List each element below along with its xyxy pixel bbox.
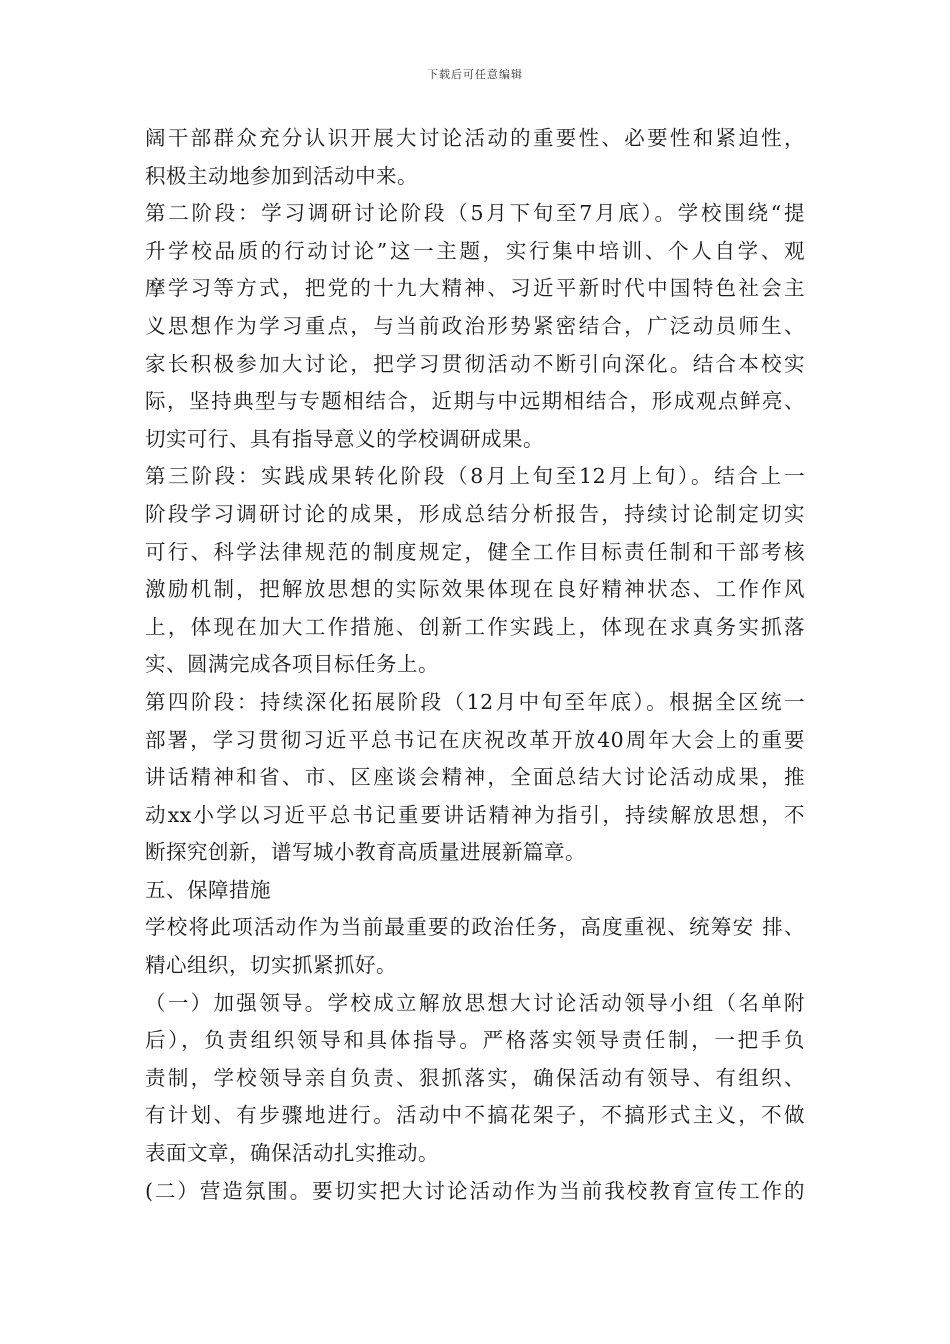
text-line: 部署，学习贯彻习近平总书记在庆祝改革开放40周年大会上的重要 — [145, 727, 805, 752]
text-line: 动xx小学以习近平总书记重要讲话精神为指引，持续解放思想，不 — [145, 802, 805, 827]
text-line: 后），负责组织领导和具体指导。严格落实领导责任制，一把手负 — [145, 1028, 805, 1053]
text-line: 升学校品质的行动讨论”这一主题，实行集中培训、个人自学、观 — [145, 238, 805, 263]
text-line: 表面文章，确保活动扎实推动。 — [145, 1141, 439, 1166]
text-line: 有计划、有步骤地进行。活动中不搞花架子，不搞形式主义，不做 — [145, 1103, 805, 1128]
text-line: 家长积极参加大讨论，把学习贯彻活动不断引向深化。结合本校实 — [145, 351, 805, 376]
text-line: 讲话精神和省、市、区座谈会精神，全面总结大讨论活动成果，推 — [145, 765, 805, 790]
header-note: 下载后可任意编辑 — [427, 68, 523, 81]
text-line: 责制，学校领导亲自负责、狠抓落实，确保活动有领导、有组织、 — [145, 1065, 805, 1090]
text-line: 断探究创新，谱写城小教育高质量进展新篇章。 — [145, 840, 586, 865]
text-line: （一）加强领导。学校成立解放思想大讨论活动领导小组（名单附 — [145, 990, 805, 1015]
text-line: 第二阶段：学习调研讨论阶段（5月下旬至7月底）。学校围绕“提 — [145, 201, 805, 226]
text-line: 上，体现在加大工作措施、创新工作实践上，体现在求真务实抓落 — [145, 614, 805, 639]
text-line: 际，坚持典型与专题相结合，近期与中远期相结合，形成观点鲜亮、 — [145, 389, 805, 414]
text-line: 第三阶段：实践成果转化阶段（8月上旬至12月上旬）。结合上一 — [145, 464, 805, 489]
text-line: 积极主动地参加到活动中来。 — [145, 163, 418, 188]
text-line: 可行、科学法律规范的制度规定，健全工作目标责任制和干部考核 — [145, 539, 805, 564]
text-line: 第四阶段：持续深化拓展阶段（12月中旬至年底）。根据全区统一 — [145, 689, 805, 714]
text-line: 阶段学习调研讨论的成果，形成总结分析报告，持续讨论制定切实 — [145, 501, 805, 526]
text-line: 精心组织，切实抓紧抓好。 — [145, 953, 397, 978]
text-line: 切实可行、具有指导意义的学校调研成果。 — [145, 426, 544, 451]
body-text — [145, 120, 805, 1210]
text-line: 义思想作为学习重点，与当前政治形势紧密结合，广泛动员师生、 — [145, 313, 805, 338]
text-line: 学校将此项活动作为当前最重要的政治任务，高度重视、统筹安 排、 — [145, 915, 805, 940]
text-line: 激励机制，把解放思想的实际效果体现在良好精神状态、工作作风 — [145, 577, 805, 602]
text-line: 摩学习等方式，把党的十九大精神、习近平新时代中国特色社会主 — [145, 276, 805, 301]
text-line: 阔干部群众充分认识开展大讨论活动的重要性、必要性和紧迫性， — [145, 126, 805, 150]
section-heading: 五、保障措施 — [145, 877, 271, 902]
text-line: (二）营造氛围。要切实把大讨论活动作为当前我校教育宣传工作的 — [145, 1178, 805, 1203]
text-line: 实、圆满完成各项目标任务上。 — [145, 652, 439, 677]
